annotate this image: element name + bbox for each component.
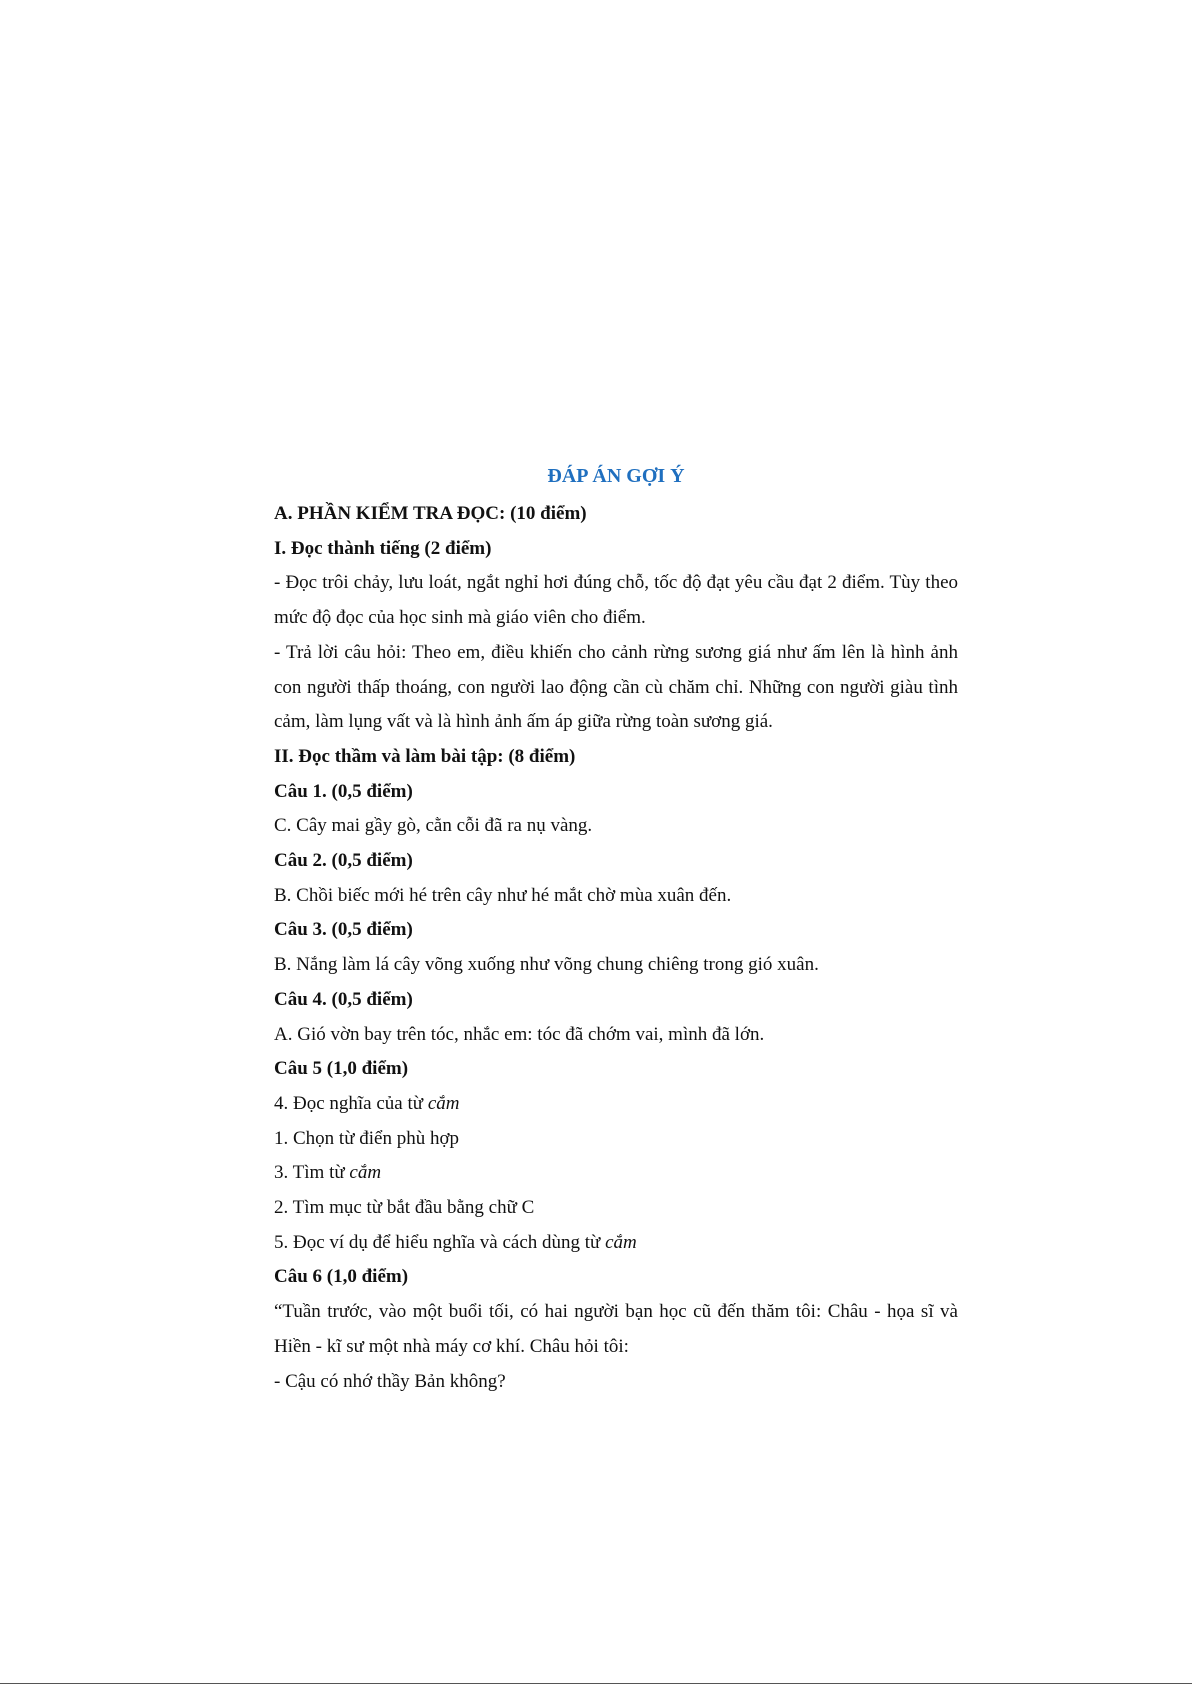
question-5-step-4 <box>274 1191 958 1226</box>
section-a-heading: A. PHẦN KIỂM TRA ĐỌC: (10 điểm) <box>274 503 587 524</box>
answer-key-content <box>274 462 958 1399</box>
document-title: ĐÁP ÁN GỢI Ý <box>547 465 685 487</box>
question-5-label: Câu 5 (1,0 điểm) <box>274 1058 409 1080</box>
page-bottom-rule <box>0 1683 1192 1684</box>
question-4-answer: A. Gió vờn bay trên tóc, nhắc em: tóc đã chớm vai, mình đã lớn. <box>274 1023 765 1045</box>
step-5-text: 5. Đọc ví dụ để hiểu nghĩa và cách dùng từ <box>274 1231 606 1253</box>
question-3-label: Câu 3. (0,5 điểm) <box>274 919 413 941</box>
question-6-line: - Cậu có nhớ thầy Bản không? <box>274 1370 506 1392</box>
question-2-label: Câu 2. (0,5 điểm) <box>274 850 413 872</box>
step-3-word: cắm <box>349 1162 382 1184</box>
question-4-label: Câu 4. (0,5 điểm) <box>274 988 413 1010</box>
question-1-answer: C. Cây mai gầy gò, cằn cỗi đã ra nụ vàng. <box>274 815 593 837</box>
part1-heading: I. Đọc thành tiếng (2 điểm) <box>274 537 492 559</box>
question-5-step-1 <box>274 1087 958 1122</box>
question-5-step-5 <box>274 1226 958 1261</box>
question-5-step-2 <box>274 1122 958 1157</box>
part2-heading: II. Đọc thầm và làm bài tập: (8 điểm) <box>274 745 576 767</box>
question-2-answer: B. Chồi biếc mới hé trên cây như hé mắt chờ mùa xuân đến. <box>274 884 732 906</box>
step-5-word: cắm <box>605 1231 637 1253</box>
part1-paragraph-1: - Đọc trôi chảy, lưu loát, ngắt nghỉ hơi đúng chỗ, tốc độ đạt yêu cầu đạt 2 điểm. Tùy theo mức độ đọc của học sinh mà giáo viên cho điểm. <box>274 572 958 629</box>
part1-paragraph-2: - Trả lời câu hỏi: Theo em, điều khiến cho cảnh rừng sương giá như ấm lên là hình ảnh con người thấp thoáng, con người lao động cần cù chăm chỉ. Những con người giàu tình cảm, làm lụng vất và là hình ảnh ấm áp giữa rừng toàn sương giá. <box>274 641 958 733</box>
step-1-text: 4. Đọc nghĩa của từ <box>274 1092 428 1114</box>
question-1-label: Câu 1. (0,5 điểm) <box>274 780 413 802</box>
question-5-step-3 <box>274 1156 958 1191</box>
step-4-text: 2. Tìm mục từ bắt đầu bằng chữ C <box>274 1197 535 1219</box>
step-1-word: cắm <box>427 1092 460 1114</box>
question-6-paragraph: “Tuần trước, vào một buổi tối, có hai người bạn học cũ đến thăm tôi: Châu - họa sĩ và Hiền - kĩ sư một nhà máy cơ khí. Châu hỏi tôi: <box>274 1301 958 1357</box>
question-3-answer: B. Nắng làm lá cây võng xuống như võng chung chiêng trong gió xuân. <box>274 954 819 976</box>
step-2-text: 1. Chọn từ điển phù hợp <box>274 1127 460 1149</box>
step-3-text: 3. Tìm từ <box>274 1162 350 1184</box>
question-6-label: Câu 6 (1,0 điểm) <box>274 1266 409 1288</box>
